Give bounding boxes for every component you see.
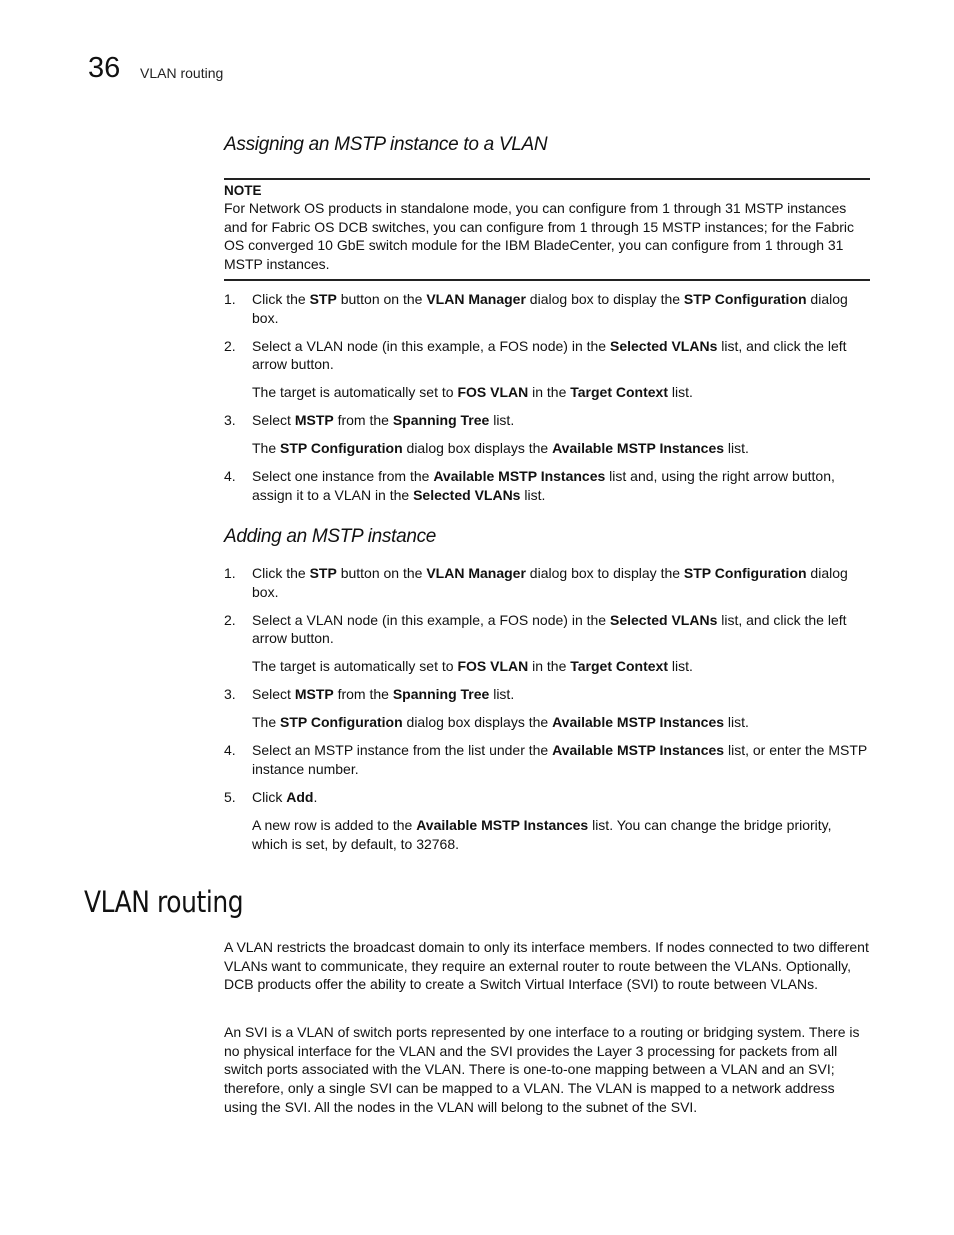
heading-assign-mstp: Assigning an MSTP instance to a VLAN [224, 134, 548, 155]
list-item: 2. Select a VLAN node (in this example, a FOS node) in the Selected VLANs list, and click the left arrow button. The target is automatically set to FOS VLAN in the Target Context list. [224, 611, 847, 675]
list-item: 3. Select MSTP from the Spanning Tree list. The STP Configuration dialog box displays the Available MSTP Instances list. [224, 412, 749, 457]
note-text: For Network OS products in standalone mode, you can configure from 1 through 31 MSTP instances and for Fabric OS DCB switches, you can configure from 1 through 15 MSTP instances; for the Fabric OS converged 10 GbE switch module for the IBM BladeCenter, you can configure from 1 through 31 MSTP instances. [224, 200, 855, 273]
note-box [224, 178, 870, 281]
note-label: NOTE [224, 183, 262, 198]
list-item: 1. Click the STP button on the VLAN Manager dialog box to display the STP Configuration dialog box. [224, 565, 848, 600]
assign-steps-list [224, 290, 870, 514]
list-item: 4. Select one instance from the Available MSTP Instances list and, using the right arrow button, assign it to a VLAN in the Selected VLANs list. [224, 468, 835, 504]
list-item: 1. Click the STP button on the VLAN Manager dialog box to display the STP Configuration dialog box. [224, 291, 848, 326]
list-item: 3. Select MSTP from the Spanning Tree list. The STP Configuration dialog box displays the Available MSTP Instances list. [224, 686, 749, 731]
list-item: 4. Select an MSTP instance from the list under the Available MSTP Instances list, or enter the MSTP instance number. [224, 742, 867, 778]
list-item: 2. Select a VLAN node (in this example, a FOS node) in the Selected VLANs list, and click the left arrow button. The target is automatically set to FOS VLAN in the Target Context list. [224, 337, 847, 401]
running-head-title: VLAN routing [140, 65, 224, 81]
list-item: 5. Click Add. A new row is added to the Available MSTP Instances list. You can change the bridge priority, which is set, by default, to 32768. [224, 789, 832, 852]
vlan-routing-paragraph-1: A VLAN restricts the broadcast domain to only its interface members. If nodes connected to two different VLANs want to communicate, they require an external router to route between the VLANs. Optionally, DCB products offer the ability to create a Switch Virtual Interface (SVI) to route between VLANs. [224, 939, 869, 993]
heading-add-mstp: Adding an MSTP instance [224, 526, 437, 547]
chapter-number: 36 [88, 52, 121, 84]
section-title-vlan-routing: VLAN routing [84, 885, 244, 919]
vlan-routing-paragraph-2: An SVI is a VLAN of switch ports represented by one interface to a routing or bridging system. There is no physical interface for the VLAN and the SVI provides the Layer 3 processing for packets from all switch ports associated with the VLAN. There is one-to-one mapping between a VLAN and an SVI; therefore, only a single SVI can be mapped to a VLAN. The VLAN is mapped to a network address using the SVI. All the nodes in the VLAN will belong to the subnet of the SVI. [224, 1024, 860, 1115]
add-steps-list [224, 564, 870, 863]
